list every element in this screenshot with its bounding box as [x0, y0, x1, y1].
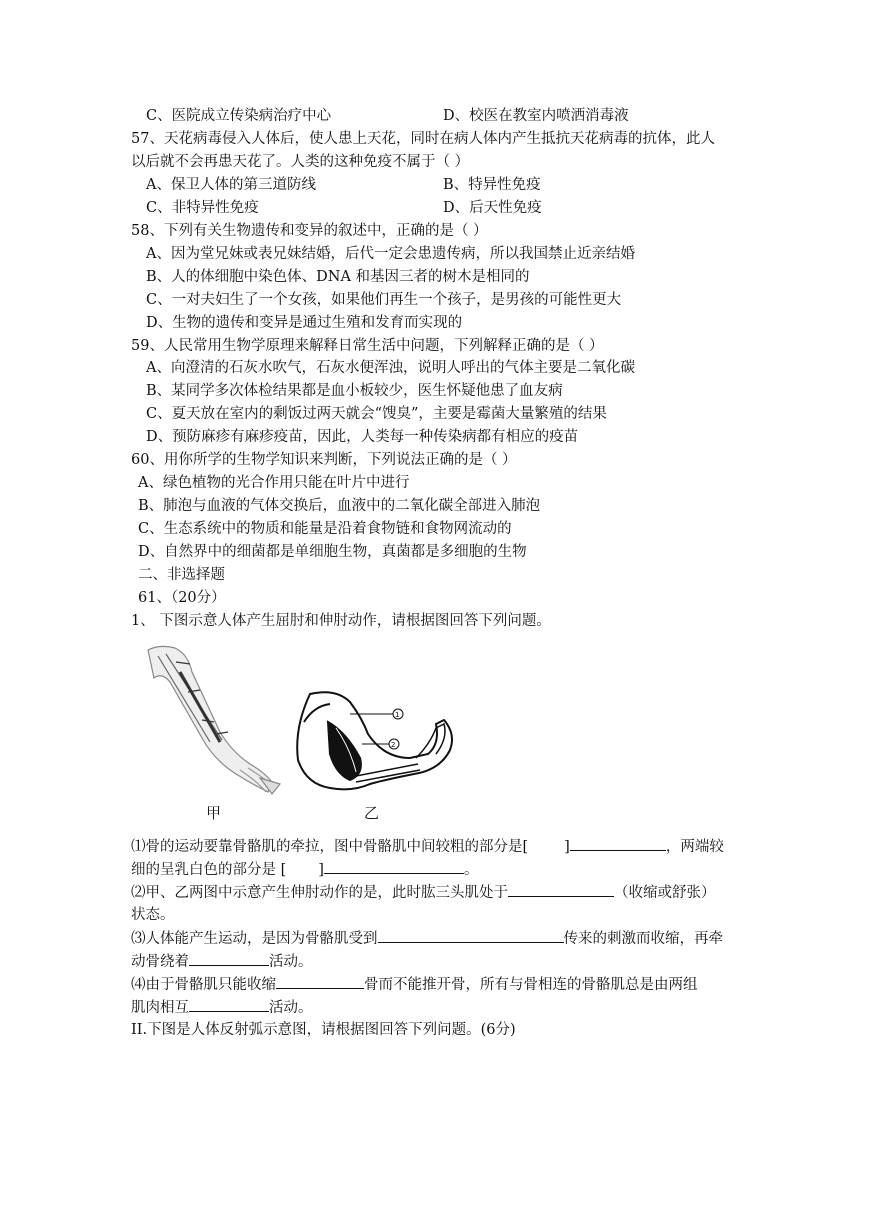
subq1-text-f: 。: [463, 862, 479, 878]
q61-heading: 61、（20分）: [138, 590, 226, 606]
q59-option-a: A、向澄清的石灰水吹气，石灰水便浑浊，说明人呼出的气体主要是二氧化碳: [146, 360, 635, 376]
q58-stem: 58、下列有关生物遗传和变异的叙述中，正确的是（ ）: [131, 223, 488, 239]
subq4-text-c: 肌肉相互: [131, 1000, 189, 1016]
q57-stem-line2: 以后就不会再患天花了。人类的这种免疫不属于（ ）: [131, 154, 470, 170]
subq1-text-d: 细的呈乳白色的部分是 [: [131, 862, 287, 878]
q59-option-d: D、预防麻疹有麻疹疫苗，因此，人类每一种传染病都有相应的疫苗: [146, 429, 579, 445]
q60-option-a: A、绿色植物的光合作用只能在叶片中进行: [138, 475, 410, 491]
answer-blank-5[interactable]: [189, 951, 269, 966]
svg-text:2: 2: [391, 741, 396, 749]
q56-option-d: D、校医在教室内喷洒消毒液: [443, 108, 629, 124]
answer-blank-4[interactable]: [378, 928, 564, 943]
subq1-text-e: ]: [318, 862, 324, 878]
subq1-text-c: ，两端较: [665, 839, 724, 855]
q57-option-b: B、特异性免疫: [443, 177, 541, 193]
q60-option-b: B、肺泡与血液的气体交换后，血液中的二氧化碳全部进入肺泡: [138, 498, 541, 514]
subq2-text-b: （收缩或舒张）: [614, 885, 716, 901]
part2-intro: II.下图是人体反射弧示意图，请根据图回答下列问题。(6分): [131, 1022, 516, 1038]
q58-option-b: B、人的体细胞中染色体、DNA 和基因三者的树木是相同的: [146, 269, 530, 285]
part1-intro: 1、 下图示意人体产生屈肘和伸肘动作，请根据图回答下列问题。: [131, 613, 551, 629]
subq2-line2: 状态。: [131, 907, 175, 923]
section-heading: 二、非选择题: [138, 567, 225, 583]
figure-caption-yi: 乙: [364, 804, 380, 822]
subq3-line1: [131, 928, 723, 949]
q60-option-c: C、生态系统中的物质和能量是沿着食物链和食物网流动的: [138, 521, 512, 537]
answer-blank-7[interactable]: [189, 997, 269, 1012]
subq2-line1: [131, 882, 716, 903]
subq2-text-a: ⑵甲、乙两图中示意产生伸肘动作的是，此时肱三头肌处于: [131, 885, 508, 901]
answer-blank-2[interactable]: [324, 859, 464, 874]
svg-text:1: 1: [395, 711, 400, 719]
q56-option-c: C、医院成立传染病治疗中心: [146, 108, 332, 124]
figure-yi-arm-flexed: [290, 688, 460, 800]
subq1-text-a: ⑴骨的运动要靠骨骼肌的牵拉，图中骨骼肌中间较粗的部分是[: [131, 839, 529, 855]
figure-jia-arm-extended: [140, 642, 290, 802]
q59-stem: 59、人民常用生物学原理来解释日常生活中问题，下列解释正确的是（ ）: [131, 338, 604, 354]
subq1-line1: [131, 836, 724, 857]
q58-option-a: A、因为堂兄妹或表兄妹结婚，后代一定会患遗传病，所以我国禁止近亲结婚: [146, 246, 635, 262]
subq1-text-b: ]: [564, 839, 570, 855]
q58-option-d: D、生物的遗传和变异是通过生殖和发育而实现的: [146, 315, 463, 331]
subq3-text-a: ⑶人体能产生运动，是因为骨骼肌受到: [131, 931, 378, 947]
subq4-text-b: 骨而不能推开骨，所有与骨相连的骨骼肌总是由两组: [364, 977, 698, 993]
subq3-text-b: 传来的刺激而收缩，再牵: [563, 931, 723, 947]
subq4-text-d: 活动。: [269, 1000, 313, 1016]
answer-blank-6[interactable]: [276, 974, 364, 989]
q59-option-c: C、夏天放在室内的剩饭过两天就会“馊臭”，主要是霉菌大量繁殖的结果: [146, 406, 607, 422]
q60-stem: 60、用你所学的生物学知识来判断，下列说法正确的是（ ）: [131, 452, 517, 468]
q57-option-d: D、后天性免疫: [443, 200, 542, 216]
q58-option-c: C、一对夫妇生了一个女孩，如果他们再生一个孩子，是男孩的可能性更大: [146, 292, 622, 308]
answer-blank-1[interactable]: [570, 836, 666, 851]
q57-stem-line1: 57、天花病毒侵入人体后，使人患上天花，同时在病人体内产生抵抗天花病毒的抗体，此人: [131, 131, 715, 147]
figure-caption-jia: 甲: [206, 804, 222, 822]
q59-option-b: B、某同学多次体检结果都是血小板较少，医生怀疑他患了血友病: [146, 383, 563, 399]
q60-option-d: D、自然界中的细菌都是单细胞生物，真菌都是多细胞的生物: [138, 544, 527, 560]
q57-option-c: C、非特异性免疫: [146, 200, 259, 216]
subq4-line2: [131, 997, 313, 1018]
subq4-line1: [131, 974, 698, 995]
q57-option-a: A、保卫人体的第三道防线: [146, 177, 316, 193]
answer-blank-3[interactable]: [508, 882, 614, 897]
subq3-text-c: 动骨绕着: [131, 954, 189, 970]
subq3-line2: [131, 951, 313, 972]
subq4-text-a: ⑷由于骨骼肌只能收缩: [131, 977, 276, 993]
subq3-text-d: 活动。: [269, 954, 313, 970]
subq1-line2: [131, 859, 478, 880]
